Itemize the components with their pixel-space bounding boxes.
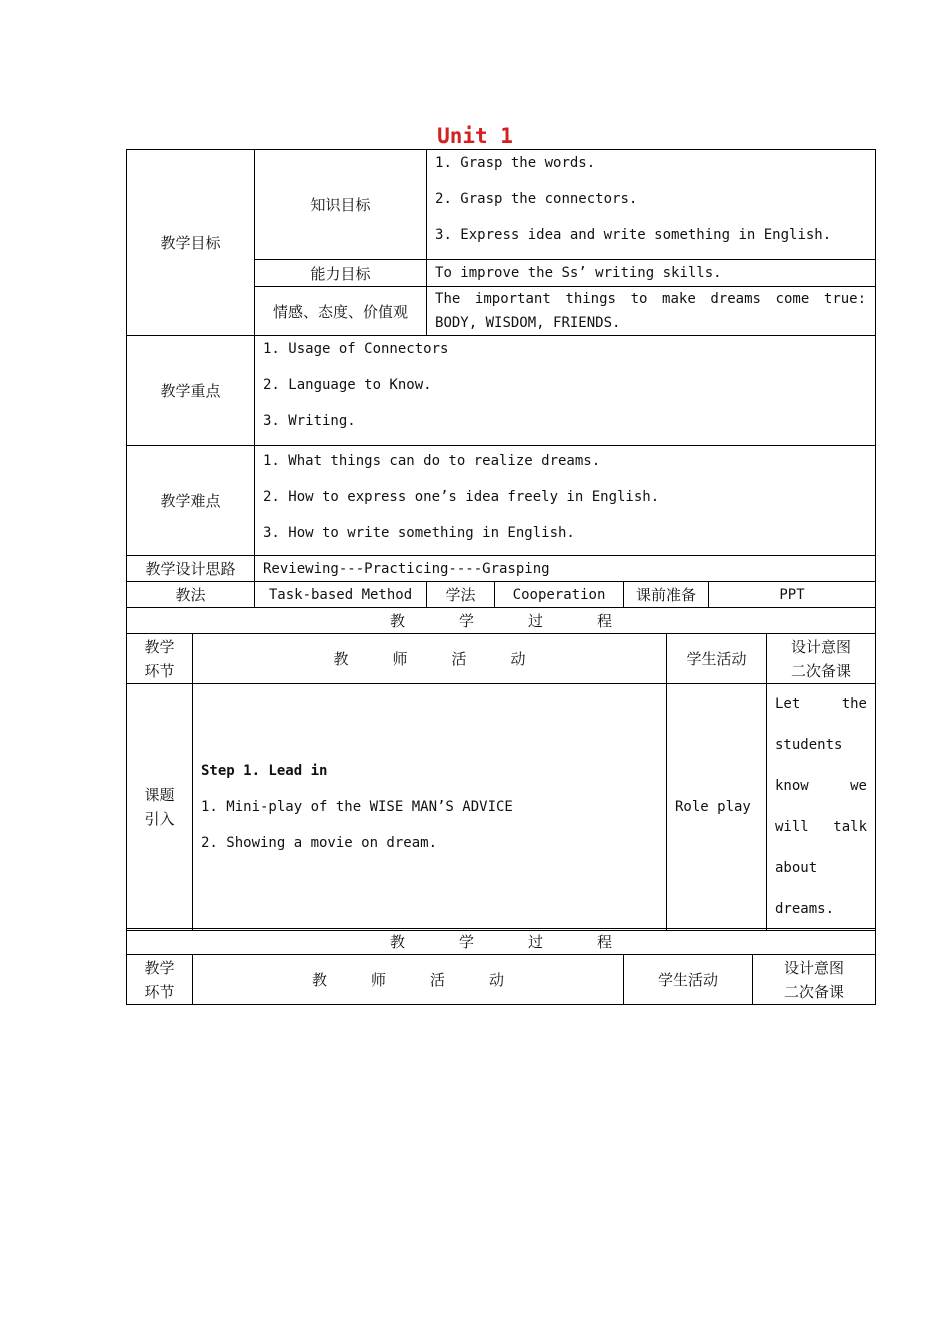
segment-header-line: 教学 — [144, 958, 175, 977]
key-points-label: 教学重点 — [127, 336, 255, 446]
lead-in-segment — [127, 684, 193, 931]
knowledge-label: 知识目标 — [255, 150, 427, 260]
design-line: Let the — [775, 696, 867, 712]
header-char: 动 — [510, 650, 526, 668]
design-text: Reviewing---Practicing----Grasping — [255, 556, 876, 582]
lead-in-teacher-activity — [193, 684, 667, 931]
segment-line: 引入 — [144, 810, 175, 828]
segment-line: 课题 — [144, 786, 175, 804]
header-char: 动 — [489, 971, 505, 989]
segment-header — [127, 955, 193, 1005]
lead-in-design-intent — [767, 684, 876, 931]
design-header-line: 设计意图 — [790, 637, 851, 656]
preparation-label: 课前准备 — [624, 582, 709, 608]
emotion-line-1: The important things to make dreams come true: — [435, 291, 867, 307]
heading-char: 学 — [458, 933, 474, 951]
learn-method-label: 学法 — [427, 582, 495, 608]
header-char: 师 — [392, 650, 408, 668]
ability-text: To improve the Ss’ writing skills. — [427, 260, 876, 287]
header-char: 活 — [451, 650, 467, 668]
emotion-text — [427, 287, 876, 336]
student-activity-header: 学生活动 — [624, 955, 753, 1005]
list-item: 2. How to express one’s idea freely in English. — [263, 489, 660, 505]
objectives-label: 教学目标 — [127, 150, 255, 336]
list-item: 2. Grasp the connectors. — [435, 191, 638, 207]
lead-in-student-activity: Role play — [667, 684, 767, 931]
emotion-line-2: BODY, WISDOM, FRIENDS. — [435, 315, 621, 331]
segment-header-line: 环节 — [144, 982, 175, 1001]
step-title: Step 1. Lead in — [201, 763, 328, 779]
design-intent-header — [767, 634, 876, 684]
heading-char: 过 — [528, 612, 544, 630]
design-intent-header — [753, 955, 876, 1005]
heading-char: 程 — [597, 612, 613, 630]
teacher-activity-header — [193, 634, 667, 684]
list-item: 1. Mini-play of the WISE MAN’S ADVICE — [201, 799, 513, 815]
heading-char: 程 — [597, 933, 613, 951]
emotion-label: 情感、态度、价值观 — [255, 287, 427, 336]
list-item: 1. Usage of Connectors — [263, 341, 449, 357]
list-item: 3. Writing. — [263, 413, 356, 429]
knowledge-items — [427, 150, 876, 260]
list-item: 1. Grasp the words. — [435, 155, 596, 171]
design-line: dreams. — [775, 901, 835, 917]
design-line: about — [775, 860, 818, 876]
list-item: 2. Language to Know. — [263, 377, 432, 393]
document-title: Unit 1 — [437, 124, 513, 148]
header-char: 教 — [311, 971, 327, 989]
heading-char: 学 — [458, 612, 474, 630]
learn-method-value: Cooperation — [495, 582, 624, 608]
segment-header — [127, 634, 193, 684]
ability-label: 能力目标 — [255, 260, 427, 287]
list-item: 2. Showing a movie on dream. — [201, 835, 438, 851]
difficulties-items — [255, 446, 876, 556]
design-header-line: 二次备课 — [790, 661, 851, 680]
process-heading — [127, 929, 876, 955]
heading-char: 教 — [389, 612, 405, 630]
key-points-items — [255, 336, 876, 446]
teach-method-label: 教法 — [127, 582, 255, 608]
design-label: 教学设计思路 — [127, 556, 255, 582]
heading-char: 过 — [528, 933, 544, 951]
teach-method-value: Task-based Method — [255, 582, 427, 608]
preparation-value: PPT — [709, 582, 876, 608]
list-item: 1. What things can do to realize dreams. — [263, 453, 601, 469]
student-activity-header: 学生活动 — [667, 634, 767, 684]
teacher-activity-header — [193, 955, 624, 1005]
lesson-plan-table — [126, 149, 876, 608]
heading-char: 教 — [389, 933, 405, 951]
header-char: 教 — [333, 650, 349, 668]
difficulties-label: 教学难点 — [127, 446, 255, 556]
design-line: will talk — [775, 819, 867, 835]
design-line: students — [775, 737, 843, 753]
design-header-line: 二次备课 — [783, 982, 844, 1001]
header-char: 活 — [430, 971, 446, 989]
list-item: 3. How to write something in English. — [263, 525, 575, 541]
process-table-2 — [126, 928, 876, 1005]
process-table-1 — [126, 607, 876, 931]
design-header-line: 设计意图 — [783, 958, 844, 977]
segment-header-line: 环节 — [144, 661, 175, 680]
header-char: 师 — [370, 971, 386, 989]
segment-header-line: 教学 — [144, 637, 175, 656]
design-line: know we — [775, 778, 867, 794]
process-heading — [127, 608, 876, 634]
list-item: 3. Express idea and write something in English. — [435, 227, 832, 243]
